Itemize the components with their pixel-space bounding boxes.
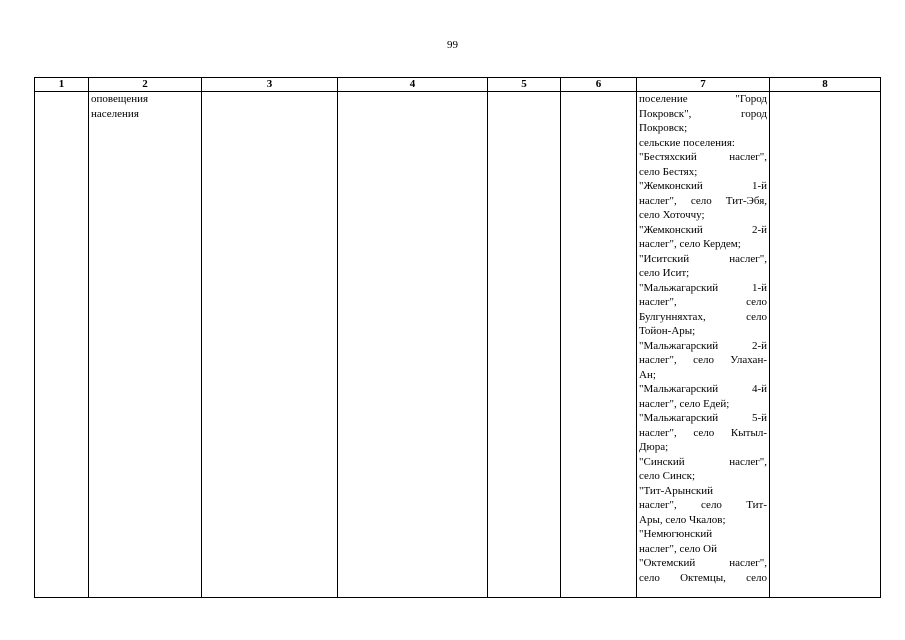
col7-line: "Жемконский 2-й: [639, 223, 767, 236]
column-header-5: 5: [488, 78, 561, 92]
col7-line: "Иситский наслег",: [639, 252, 767, 265]
column-header-7: 7: [637, 78, 770, 92]
cell-col6: [561, 92, 637, 598]
column-header-8: 8: [770, 78, 881, 92]
col7-line: наслег", село Тит-: [639, 499, 767, 511]
col7-line: Покровск;: [639, 122, 688, 134]
col7-line: наслег", село: [639, 296, 767, 308]
col7-line: "Немюгюнский: [639, 528, 713, 540]
col7-line: "Тит-Арынский: [639, 484, 714, 497]
col7-line: поселение "Город: [639, 93, 767, 105]
col7-line: наслег", село Ой: [639, 542, 717, 555]
col7-line: село Октемцы, село: [639, 571, 767, 584]
col7-line: Булгунняхтах, село: [639, 310, 767, 323]
column-header-4: 4: [338, 78, 488, 92]
col7-line: "Мальжагарский 2-й: [639, 339, 767, 352]
col7-line: наслег", село Едей;: [639, 397, 730, 410]
cell-col4: [338, 92, 488, 598]
cell-col1: [35, 92, 89, 598]
column-header-2: 2: [89, 78, 202, 92]
col7-line: наслег", село Кытыл-: [639, 426, 767, 439]
col7-line: Ары, село Чкалов;: [639, 513, 726, 526]
column-header-1: 1: [35, 78, 89, 92]
col7-line: Ан;: [639, 368, 656, 381]
col7-line: "Мальжагарский 4-й: [639, 383, 767, 395]
col7-line: "Бестяхский наслег",: [639, 151, 767, 163]
col7-line: наслег", село Улахан-: [639, 354, 767, 366]
document-table: [34, 77, 881, 598]
cell-col7: [637, 92, 770, 598]
col7-line: наслег", село Кердем;: [639, 238, 741, 250]
table-row: [35, 92, 881, 598]
col2-line: оповещения: [91, 93, 149, 105]
col7-line: Дюра;: [639, 441, 669, 453]
col7-line: "Синский наслег",: [639, 455, 767, 468]
col7-line: село Хоточчу;: [639, 209, 705, 221]
cell-col3: [202, 92, 338, 598]
col7-line: село Синск;: [639, 470, 696, 482]
col7-line: сельские поселения:: [639, 136, 735, 149]
col7-line: "Жемконский 1-й: [639, 180, 767, 192]
col2-line: населения: [91, 107, 139, 120]
cell-col2: [89, 92, 202, 598]
col7-line: наслег", село Тит-Эбя,: [639, 194, 767, 207]
col2-text: [91, 92, 199, 121]
cell-col8: [770, 92, 881, 598]
col7-line: Тойон-Ары;: [639, 325, 696, 337]
col7-line: село Исит;: [639, 267, 690, 279]
col7-line: "Октемский наслег",: [639, 557, 767, 569]
column-header-3: 3: [202, 78, 338, 92]
col7-line: "Мальжагарский 5-й: [639, 412, 767, 424]
column-header-6: 6: [561, 78, 637, 92]
page-number: 99: [447, 39, 458, 51]
col7-line: село Бестях;: [639, 165, 698, 178]
cell-col5: [488, 92, 561, 598]
col7-line: Покровск", город: [639, 107, 767, 120]
header-row: [35, 78, 881, 92]
col7-line: "Мальжагарский 1-й: [639, 281, 767, 294]
col7-text: [639, 92, 767, 585]
